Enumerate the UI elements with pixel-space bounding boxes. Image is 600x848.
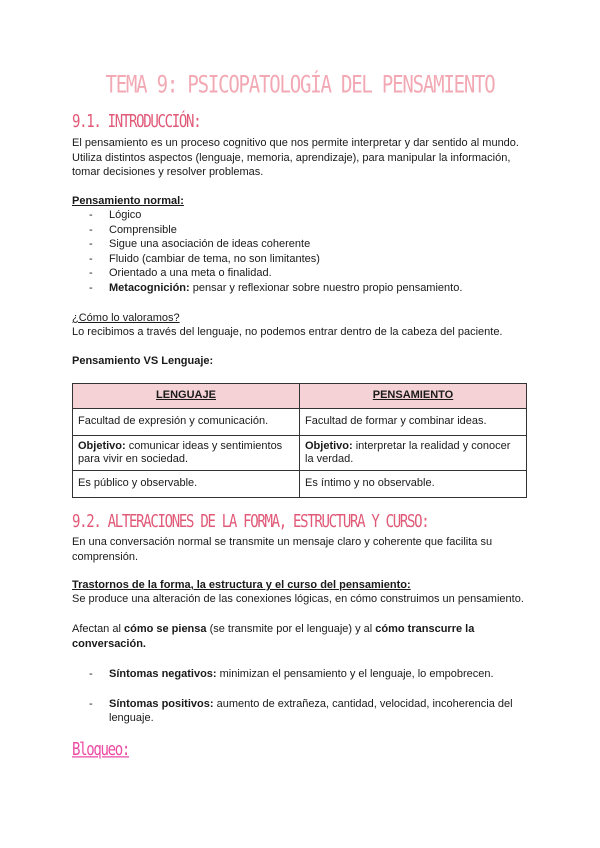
question-text: ¿Cómo lo valoramos? [72,312,180,324]
list-item: - Orientado a una meta o finalidad. [89,267,272,279]
answer-text: Lo recibimos a través del lenguaje, no podemos entrar dentro de la cabeza del paciente. [72,326,503,338]
comparison-table [72,383,527,498]
afectan-text: Afectan al cómo se piensa (se transmite por el lenguaje) y al cómo transcurre la conversación. [72,623,475,650]
list-item: - Comprensible [89,223,177,236]
list-item: - Síntomas positivos: aumento de extrañeza, cantidad, velocidad, incoherencia del lenguaje. [89,697,513,724]
list-item: - Fluido (cambiar de tema, no son limitantes) [89,252,320,265]
list-item: - Lógico [89,209,142,221]
intro-paragraph: El pensamiento es un proceso cognitivo que nos permite interpretar y dar sentido al mundo. Utiliza distintos aspectos (lenguaje, memoria, aprendizaje), para manipular la información, tomar decisiones y resolver problemas. [72,137,519,178]
table-header-pensamiento: PENSAMIENTO [300,384,527,409]
vs-heading: Pensamiento VS Lenguaje: [72,355,214,367]
normal-heading: Pensamiento normal: [72,195,184,207]
section-heading-alteraciones: 9.2. ALTERACIONES DE LA FORMA, ESTRUCTURA Y CURSO: [72,512,429,532]
table-row: Es público y observable. Es íntimo y no observable. [73,471,527,498]
list-item: - Metacognición: pensar y reflexionar sobre nuestro propio pensamiento. [89,281,463,294]
symptoms-list [72,667,532,741]
table-row: Objetivo: comunicar ideas y sentimientos para vivir en sociedad. Objetivo: interpretar la realidad y conocer la verdad. [73,436,527,471]
trastornos-text: Se produce una alteración de las conexiones lógicas, en cómo construimos un pensamiento. [72,593,524,605]
list-item: - Síntomas negativos: minimizan el pensamiento y el lenguaje, lo empobrecen. [89,668,494,680]
table-header-lenguaje: LENGUAJE [73,384,300,409]
bloqueo-heading: Bloqueo: [72,740,130,760]
list-item: - Sigue una asociación de ideas coherente [89,238,311,250]
normal-list [72,208,462,295]
trastornos-heading: Trastornos de la forma, la estructura y el curso del pensamiento: [72,579,411,591]
section-heading-intro: 9.1. INTRODUCCIÓN: [72,112,201,132]
page-title: TEMA 9: PSICOPATOLOGÍA DEL PENSAMIENTO [105,71,495,99]
table-row: Facultad de expresión y comunicación. Facultad de formar y combinar ideas. [73,409,527,436]
s2-intro: En una conversación normal se transmite un mensaje claro y coherente que facilita su comprensión. [72,536,493,563]
